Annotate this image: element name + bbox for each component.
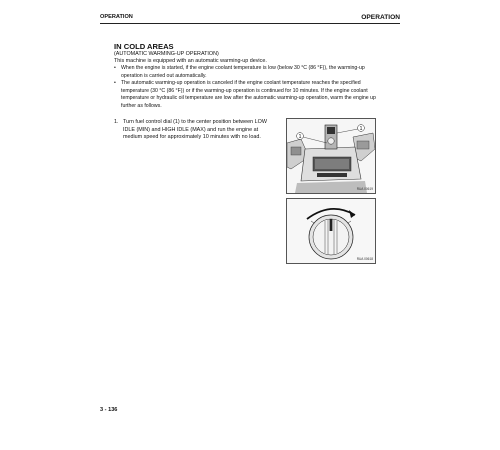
intro-paragraph: This machine is equipped with an automatic warming-up device. [114, 58, 267, 64]
callout-left: 1 [298, 133, 302, 140]
section-title: IN COLD AREAS [114, 42, 174, 51]
step-item [114, 119, 274, 142]
header-left-title: OPERATION [100, 14, 133, 20]
callout-right: 1 [359, 125, 363, 132]
dial-illustration [287, 199, 375, 263]
step-text: Turn fuel control dial (1) to the center position between LOW IDLE (MIN) and HIGH IDLE (MAX) and run the engine at medium speed for approximately 10 minutes with no load. [123, 119, 267, 140]
figure-console [286, 118, 376, 194]
step-number: 1. [114, 119, 119, 125]
bullet-list [114, 65, 386, 111]
figure-id: RUA 00618 [356, 257, 373, 261]
console-illustration [287, 119, 375, 193]
header-right-title: OPERATION [361, 14, 400, 21]
section-subtitle: (AUTOMATIC WARMING-UP OPERATION) [114, 51, 219, 57]
header-rule [100, 23, 400, 24]
figure-dial [286, 198, 376, 264]
bullet-item: • The automatic warming-up operation is canceled if the engine coolant temperature reaches the specified temperature (30 °C (86 °F)) or if the warming-up operation is continued for 10 minutes. If the engine coolant temperature or hydraulic oil temperature are low after the automatic warming-up operation, warm the engine up further as follows. [114, 80, 386, 110]
page-number: 3 - 136 [100, 407, 118, 413]
bullet-item: • When the engine is started, if the engine coolant temperature is low (below 30 °C (86 °F)), the warming-up operation is carried out automatically. [114, 65, 386, 80]
figure-id: RUA 00619 [356, 187, 373, 191]
